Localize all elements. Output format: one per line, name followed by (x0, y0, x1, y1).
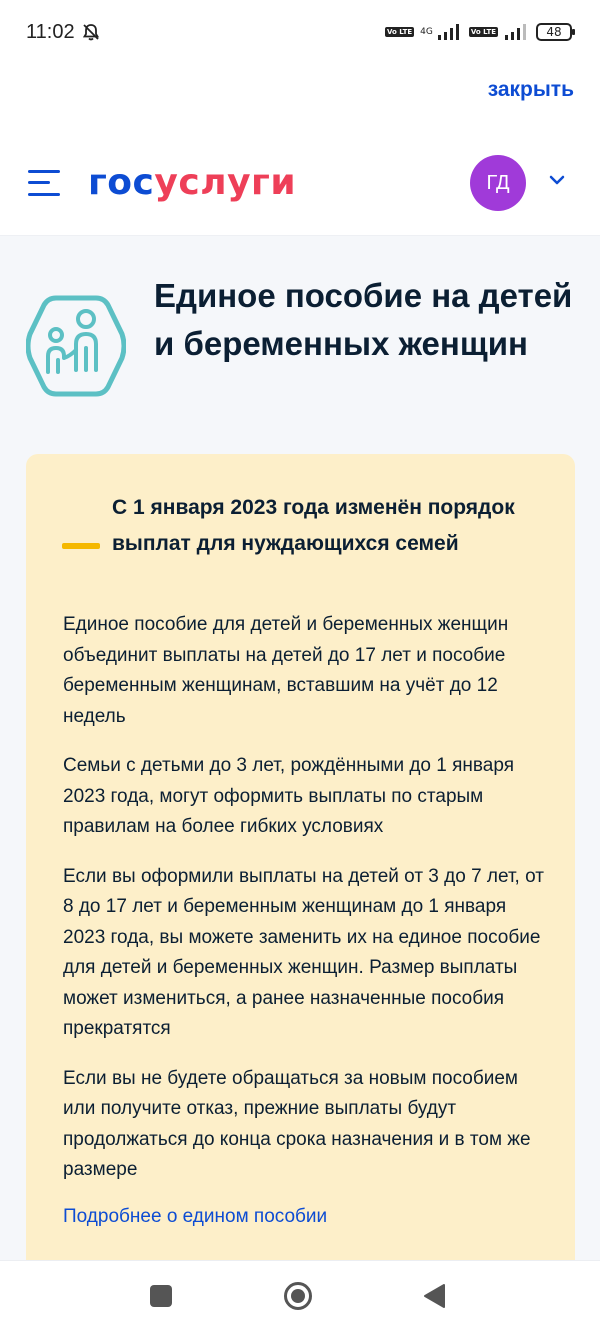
battery-icon: 48 (536, 23, 572, 41)
volte-badge-1: Vo LTE (387, 28, 413, 36)
notice-body (63, 610, 553, 1205)
volte-badge-2: Vo LTE (470, 28, 496, 36)
notice-title: С 1 января 2023 года изменён порядок выплат для нуждающихся семей (112, 496, 515, 555)
status-bar (0, 0, 600, 64)
back-triangle-icon[interactable] (422, 1283, 446, 1309)
notice-accent-bar (62, 543, 100, 549)
status-right (385, 23, 572, 41)
notice-paragraph: Если вы не будете обращаться за новым пособием или получите отказ, прежние выплаты будут продолжаться до конца срока назначения и в том же размере (63, 1067, 531, 1180)
gosuslugi-logo[interactable] (88, 162, 296, 203)
page-title: Единое пособие на детей и беременных женщин (154, 277, 573, 362)
logo-part1: гос (88, 162, 155, 203)
family-hexagon-icon (26, 292, 126, 400)
notice-card (26, 454, 575, 1284)
notice-paragraph: Семьи с детьми до 3 лет, рождёнными до 1 января 2023 года, могут оформить выплаты по старым правилам на более гибких условиях (63, 755, 514, 837)
signal-icon-2 (504, 23, 530, 41)
network-type: 4G (420, 27, 433, 37)
logo-part2: услуги (154, 162, 297, 203)
status-time: 11:02 (26, 20, 75, 43)
bell-off-icon (81, 22, 101, 42)
more-info-link[interactable]: Подробнее о едином пособии (63, 1206, 328, 1227)
close-link[interactable]: закрыть (487, 78, 574, 101)
close-row (488, 78, 574, 102)
hamburger-menu-icon[interactable] (28, 170, 60, 196)
signal-icon (437, 23, 463, 41)
notice-paragraph: Если вы оформили выплаты на детей от 3 до 7 лет, от 8 до 17 лет и беременным женщинам до 1 января 2023 года, вы можете заменить их на единое пособие для детей и беременных женщин. Размер выплаты может измениться, а ранее назначенные пособия прекратятся (63, 865, 544, 1039)
notice-paragraph: Единое пособие для детей и беременных женщин объединит выплаты на детей до 17 лет и пособие беременным женщинам, вставшим на учёт до 12 недель (63, 614, 509, 727)
app-header (0, 130, 600, 236)
user-avatar[interactable]: ГД (470, 155, 526, 211)
main-content (0, 236, 600, 1260)
recents-square-icon[interactable] (150, 1285, 172, 1307)
system-nav-bar (0, 1260, 600, 1332)
chevron-down-icon[interactable] (548, 171, 566, 189)
home-circle-icon[interactable] (283, 1281, 313, 1311)
status-left (26, 21, 101, 44)
